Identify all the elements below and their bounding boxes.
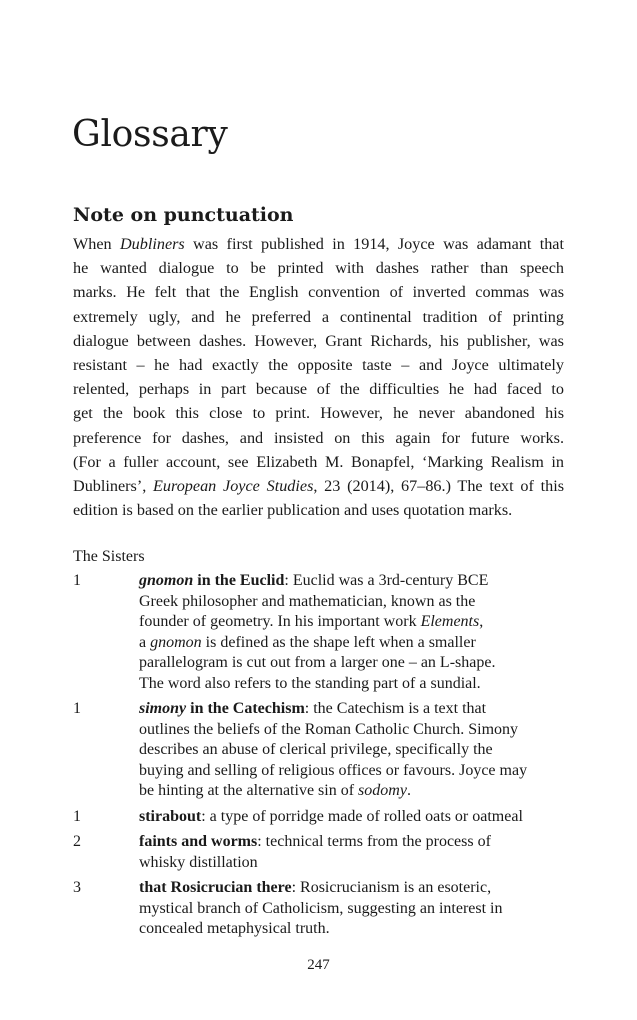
text-run: extremely ugly, and he preferred a continental tradition of printing bbox=[73, 307, 564, 326]
text-run: is defined as the shape left when a smaller bbox=[201, 633, 476, 651]
italic-text: gnomon bbox=[150, 633, 202, 651]
entry-line bbox=[139, 832, 573, 853]
page-title: Glossary bbox=[72, 114, 228, 155]
text-run: , bbox=[479, 613, 484, 630]
entry-line bbox=[139, 807, 573, 828]
entry-page-ref: 1 bbox=[73, 700, 81, 717]
italic-text: Dubliners bbox=[119, 235, 185, 253]
intro-line bbox=[73, 232, 564, 256]
intro-line bbox=[73, 256, 564, 280]
entry-line bbox=[139, 919, 573, 940]
entry-line bbox=[139, 781, 573, 802]
page-number: 247 bbox=[307, 957, 330, 973]
glossary-entry bbox=[73, 878, 573, 940]
text-run: describes an abuse of clerical privilege, specifically the bbox=[139, 741, 493, 758]
entry-line bbox=[139, 592, 573, 613]
intro-line bbox=[73, 353, 564, 377]
text-run: parallelogram is cut out from a larger one – an L-shape. bbox=[139, 654, 496, 671]
text-run: founder of geometry. In his important work bbox=[139, 613, 421, 630]
entry-page-ref: 1 bbox=[73, 572, 81, 589]
text-run: : technical terms from the process of bbox=[257, 833, 491, 850]
glossary-entry bbox=[73, 807, 573, 828]
text-run: : Euclid was a 3rd-century BCE bbox=[284, 572, 489, 589]
entry-line bbox=[139, 633, 573, 654]
term-text: gnomon bbox=[139, 572, 194, 589]
text-run: . bbox=[406, 782, 411, 799]
glossary-entry bbox=[73, 571, 573, 694]
entry-line bbox=[139, 853, 573, 874]
section-heading: Note on punctuation bbox=[73, 204, 294, 226]
text-run: mystical branch of Catholicism, suggesting an interest in bbox=[139, 899, 503, 917]
italic-text: European Joyce Studies bbox=[153, 477, 314, 496]
text-run: a bbox=[139, 633, 151, 651]
text-run: When bbox=[73, 235, 120, 253]
term-text: stirabout bbox=[139, 807, 202, 825]
text-run: edition is based on the earlier publication and uses quotation marks. bbox=[73, 501, 513, 520]
intro-line bbox=[73, 377, 564, 401]
entry-line bbox=[139, 699, 573, 720]
text-run: The word also refers to the standing part of a sundial. bbox=[139, 674, 481, 692]
text-run: buying and selling of religious offices or favours. Joyce may bbox=[139, 761, 528, 779]
text-run: outlines the beliefs of the Roman Catholic Church. Simony bbox=[139, 720, 519, 738]
text-run: : a type of porridge made of rolled oats or oatmeal bbox=[201, 807, 523, 825]
text-run: marks. He felt that the English convention of inverted commas was bbox=[73, 283, 564, 302]
glossary-list bbox=[73, 571, 573, 945]
entry-line bbox=[139, 899, 573, 920]
intro-line bbox=[73, 474, 564, 498]
text-run: resistant – he had exactly the opposite taste – and Joyce ultimately bbox=[73, 356, 564, 375]
entry-line bbox=[139, 653, 573, 674]
term-text: simony bbox=[139, 700, 187, 717]
text-run: , 23 (2014), 67–86.) The text of this bbox=[313, 477, 564, 496]
term-text: in the Euclid bbox=[193, 572, 285, 589]
intro-paragraph bbox=[73, 232, 564, 522]
text-run: relented, perhaps in part because of the difficulties he had faced to bbox=[73, 380, 564, 399]
glossary-entry bbox=[73, 699, 573, 802]
intro-line bbox=[73, 426, 564, 450]
entry-line bbox=[139, 720, 573, 741]
text-run: be hinting at the alternative sin of bbox=[139, 782, 359, 799]
entry-page-ref: 1 bbox=[73, 807, 81, 825]
glossary-entry bbox=[73, 832, 573, 873]
entry-page-ref: 2 bbox=[73, 833, 81, 850]
intro-line bbox=[73, 401, 564, 425]
intro-line bbox=[73, 450, 564, 474]
intro-line bbox=[73, 498, 564, 522]
text-run: : Rosicrucianism is an esoteric, bbox=[291, 879, 492, 896]
text-run: was first published in 1914, Joyce was adamant that bbox=[184, 235, 564, 253]
entry-line bbox=[139, 878, 573, 899]
entry-line bbox=[139, 740, 573, 761]
text-run: Greek philosopher and mathematician, known as the bbox=[139, 592, 476, 610]
italic-text: Elements bbox=[420, 613, 480, 630]
text-run: Dubliners’, bbox=[73, 477, 154, 496]
intro-line bbox=[73, 329, 564, 353]
text-run: preference for dashes, and insisted on this again for future works. bbox=[73, 428, 564, 447]
text-run: : the Catechism is a text that bbox=[304, 700, 487, 717]
entry-line bbox=[139, 674, 573, 695]
term-text: that Rosicrucian there bbox=[139, 879, 292, 896]
entry-line bbox=[139, 612, 573, 633]
intro-line bbox=[73, 305, 564, 329]
text-run: whisky distillation bbox=[139, 853, 258, 871]
entry-page-ref: 3 bbox=[73, 879, 81, 896]
text-run: he wanted dialogue to be printed with dashes rather than speech bbox=[73, 259, 564, 278]
entry-line bbox=[139, 571, 573, 592]
entry-line bbox=[139, 761, 573, 782]
term-text: faints and worms bbox=[139, 833, 258, 850]
text-run: dialogue between dashes. However, Grant Richards, his publisher, was bbox=[73, 331, 564, 350]
text-run: get the book this close to print. However, he never abandoned his bbox=[73, 404, 564, 423]
text-run: concealed metaphysical truth. bbox=[139, 920, 330, 937]
story-title: The Sisters bbox=[73, 548, 145, 565]
italic-text: sodomy bbox=[358, 782, 407, 799]
text-run: (For a fuller account, see Elizabeth M. Bonapfel, ‘Marking Realism in bbox=[73, 452, 564, 471]
intro-line bbox=[73, 280, 564, 304]
term-text: in the Catechism bbox=[186, 700, 305, 717]
